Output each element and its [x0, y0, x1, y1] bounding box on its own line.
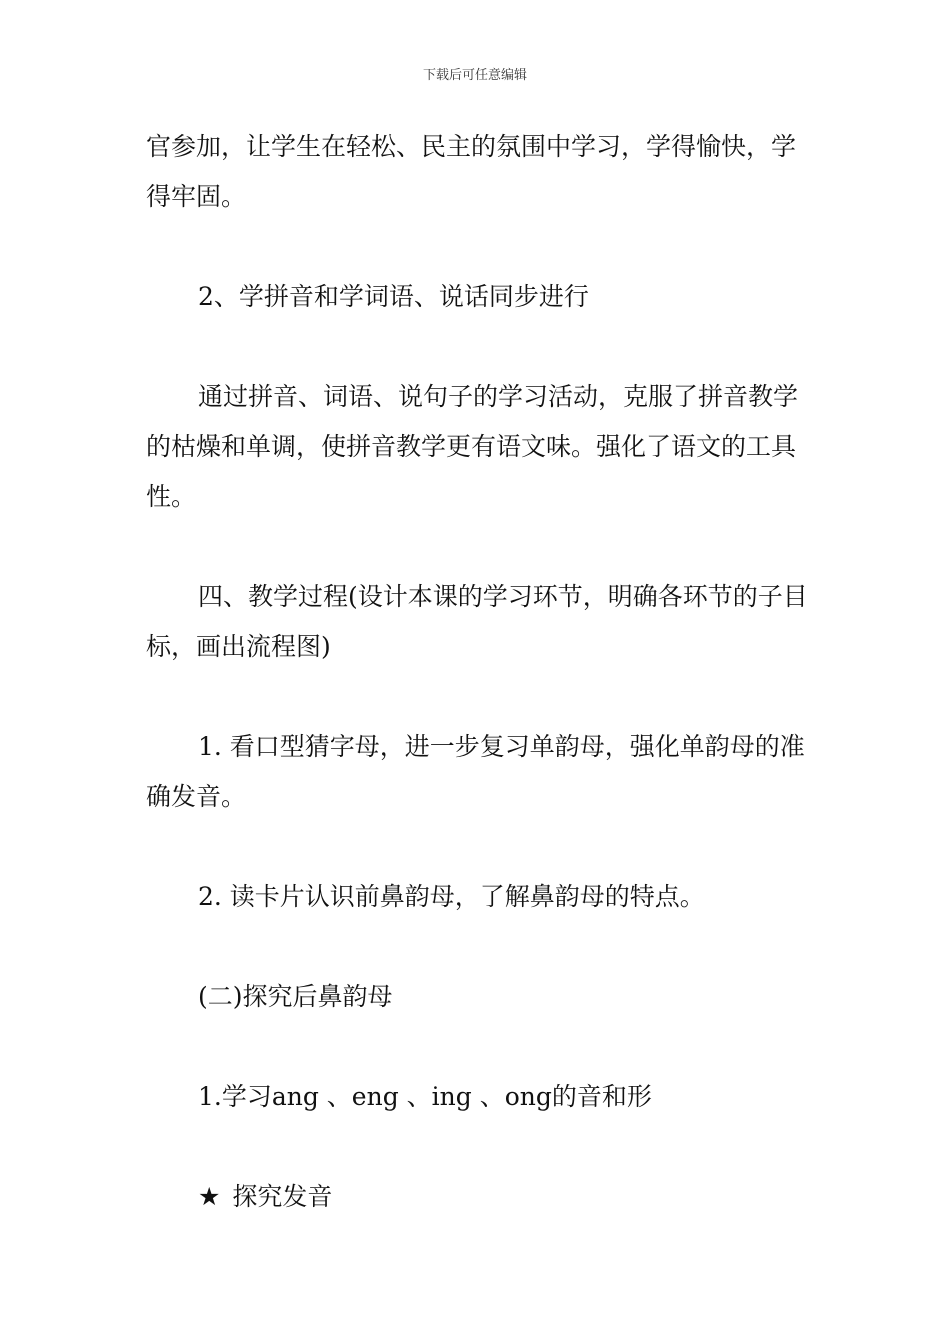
paragraph-5: 1. 看口型猜字母，进一步复习单韵母，强化单韵母的准确发音。: [146, 732, 805, 811]
paragraph-9-text: 探究发音: [232, 1182, 333, 1211]
paragraph-9: [146, 1172, 811, 1222]
paragraph-3: 通过拼音、词语、说句子的学习活动，克服了拼音教学的枯燥和单调，使拼音教学更有语文味。强化了语文的工具性。: [146, 382, 799, 511]
paragraph-1: 官参加，让学生在轻松、民主的氛围中学习，学得愉快，学得牢固。: [146, 132, 797, 211]
paragraph-6: 2. 读卡片认识前鼻韵母，了解鼻韵母的特点。: [198, 882, 705, 911]
document-body: [146, 122, 811, 1272]
paragraph-4: 四、教学过程(设计本课的学习环节，明确各环节的子目标，画出流程图): [146, 582, 808, 661]
page-header: 下载后可任意编辑: [422, 68, 527, 83]
paragraph-2: 2、学拼音和学词语、说话同步进行: [198, 282, 589, 311]
star-icon: ★: [198, 1182, 221, 1211]
paragraph-7: (二)探究后鼻韵母: [198, 982, 393, 1011]
paragraph-8: 1.学习ang 、eng 、ing 、ong的音和形: [198, 1082, 652, 1111]
